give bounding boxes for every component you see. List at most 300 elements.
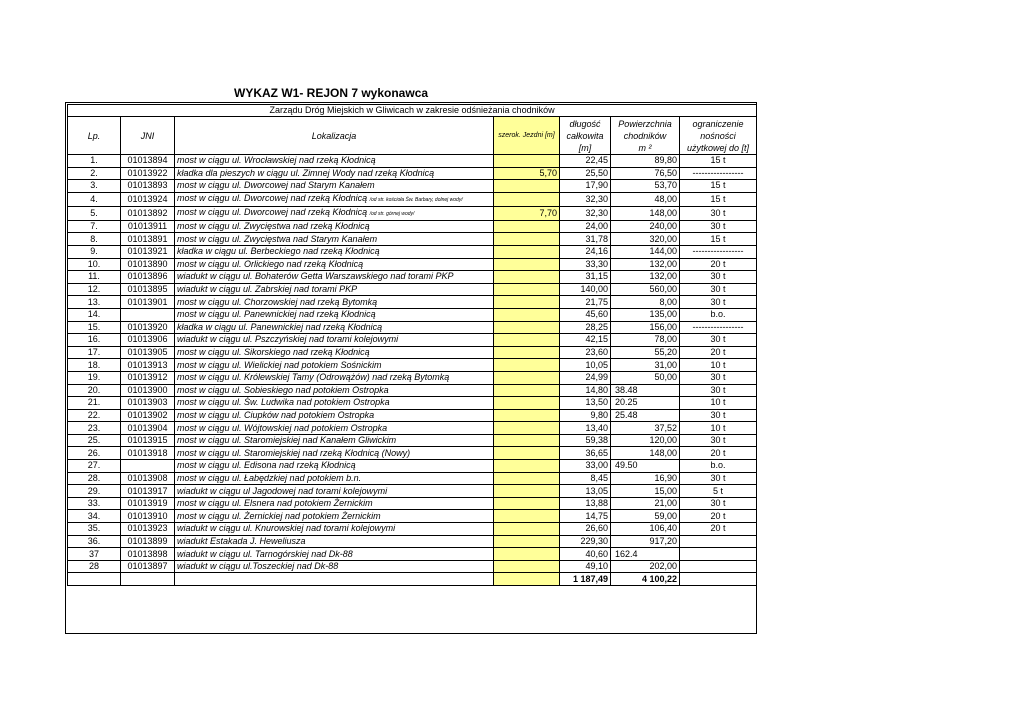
cell-szerokosc (494, 523, 560, 536)
cell-ograniczenie: 20 t (680, 447, 757, 460)
lokalizacja-text: most w ciągu ul. Wrocławskiej nad rzeką Kłodnicą (177, 155, 376, 166)
cell-ograniczenie: b.o. (680, 308, 757, 321)
cell-powierzchnia: 132,00 (611, 271, 680, 284)
cell-dlugosc: 14,75 (560, 510, 611, 523)
table-row (68, 371, 757, 384)
cell-dlugosc: 17,90 (560, 180, 611, 193)
header-szerokosc: szerok. Jezdni [m] (494, 117, 560, 155)
lokalizacja-text: most w ciągu ul. Staromiejskiej nad Kanałem Gliwickim (177, 435, 397, 446)
cell-ograniczenie: 15 t (680, 180, 757, 193)
cell-szerokosc (494, 220, 560, 233)
table-row (68, 346, 757, 359)
lokalizacja-text: wiadukt w ciągu ul. Bohaterów Getta Warszawskiego nad torami PKP (177, 271, 454, 282)
cell-jni: 01013919 (121, 497, 175, 510)
cell-jni: 01013924 (121, 192, 175, 206)
lokalizacja-text: most w ciągu ul. Sikorskiego nad rzeką Kłodnicą (177, 347, 370, 358)
cell-lp: 22. (68, 409, 121, 422)
table-row (68, 523, 757, 536)
cell-lp: 21. (68, 397, 121, 410)
cell-ograniczenie: 10 t (680, 359, 757, 372)
cell-jni: 01013912 (121, 371, 175, 384)
cell-dlugosc: 13,05 (560, 485, 611, 498)
cell-powierzchnia: 37,52 (611, 422, 680, 435)
cell-ograniczenie: 30 t (680, 296, 757, 309)
cell-lokalizacja (175, 155, 494, 168)
cell-ograniczenie: 20 t (680, 346, 757, 359)
cell-szerokosc (494, 409, 560, 422)
cell-jni: 01013899 (121, 535, 175, 548)
lokalizacja-text: most w ciągu ul. Panewnickiej nad rzeką Kłodnicą (177, 309, 376, 320)
cell-jni (121, 308, 175, 321)
cell-ograniczenie: ----------------- (680, 321, 757, 334)
cell-powierzchnia: 148,00 (611, 447, 680, 460)
cell-ograniczenie (680, 560, 757, 573)
cell-jni: 01013894 (121, 155, 175, 168)
cell-lokalizacja (175, 371, 494, 384)
lokalizacja-text: most w ciągu ul. Orlickiego nad rzeką Kłodnicą (177, 258, 364, 269)
cell-dlugosc: 49,10 (560, 560, 611, 573)
cell-jni: 01013900 (121, 384, 175, 397)
cell-szerokosc (494, 371, 560, 384)
cell-szerokosc (494, 510, 560, 523)
cell-jni: 01013923 (121, 523, 175, 536)
table-row (68, 258, 757, 271)
lokalizacja-text: wiadukt Estakada J. Heweliusza (177, 535, 306, 546)
lokalizacja-text: most w ciągu ul. Chorzowskiej nad rzeką Bytomką (177, 296, 378, 307)
cell-dlugosc: 13,50 (560, 397, 611, 410)
cell-lp: 1. (68, 155, 121, 168)
table-row (68, 409, 757, 422)
table-row (68, 321, 757, 334)
cell-lokalizacja (175, 497, 494, 510)
cell-lokalizacja (175, 180, 494, 193)
table-row (68, 422, 757, 435)
lokalizacja-text: most w ciągu ul. Staromiejskiej nad rzeką Kłodnicą (Nowy) (177, 447, 411, 458)
cell-ograniczenie: b.o. (680, 460, 757, 473)
cell-jni: 01013908 (121, 472, 175, 485)
cell-powierzchnia: 132,00 (611, 258, 680, 271)
cell-lp: 4. (68, 192, 121, 206)
cell-szerokosc (494, 560, 560, 573)
cell-lp: 26. (68, 447, 121, 460)
lokalizacja-text: most w ciągu ul. Elsnera nad potokiem Żernickim (177, 498, 373, 509)
cell-jni: 01013898 (121, 548, 175, 561)
cell-lokalizacja (175, 245, 494, 258)
cell-lp: 7. (68, 220, 121, 233)
cell-powierzchnia: 156,00 (611, 321, 680, 334)
cell-empty (680, 573, 757, 586)
total-powierzchnia: 4 100,22 (611, 573, 680, 586)
lokalizacja-text: wiadukt w ciągu ul. Knurowskiej nad torami kolejowymi (177, 523, 396, 534)
cell-powierzchnia: 148,00 (611, 206, 680, 220)
cell-powierzchnia: 48,00 (611, 192, 680, 206)
table-row (68, 447, 757, 460)
lokalizacja-text: wiadukt w ciągu ul. Zabrskiej nad torami PKP (177, 284, 358, 295)
cell-lp: 2. (68, 167, 121, 180)
cell-jni: 01013891 (121, 233, 175, 246)
cell-szerokosc (494, 296, 560, 309)
cell-lokalizacja (175, 206, 494, 220)
cell-dlugosc: 25,50 (560, 167, 611, 180)
cell-dlugosc: 32,30 (560, 206, 611, 220)
cell-szerokosc (494, 334, 560, 347)
cell-powierzchnia: 21,00 (611, 497, 680, 510)
cell-dlugosc: 10,05 (560, 359, 611, 372)
header-powierzchnia-line: Powierzchnia (618, 118, 672, 129)
total-dlugosc: 1 187,49 (560, 573, 611, 586)
cell-jni: 01013910 (121, 510, 175, 523)
cell-szerokosc (494, 308, 560, 321)
lokalizacja-text: most w ciągu ul. Królewskiej Tamy (Odrowążów) nad rzeką Bytomką (177, 372, 450, 383)
table-row (68, 384, 757, 397)
cell-dlugosc: 28,25 (560, 321, 611, 334)
cell-lp: 28 (68, 560, 121, 573)
cell-szerokosc (494, 233, 560, 246)
cell-jni: 01013906 (121, 334, 175, 347)
cell-ograniczenie: 20 t (680, 258, 757, 271)
cell-lokalizacja (175, 346, 494, 359)
cell-lp: 33. (68, 497, 121, 510)
cell-lp: 37 (68, 548, 121, 561)
table-row (68, 560, 757, 573)
cell-powierzchnia: 15,00 (611, 485, 680, 498)
cell-lokalizacja (175, 384, 494, 397)
lokalizacja-text: most w ciągu ul. Dworcowej nad rzeką Kłodnicą (177, 192, 368, 203)
cell-powierzchnia: 120,00 (611, 434, 680, 447)
lokalizacja-text: most w ciągu ul. Edisona nad rzeką Kłodnicą (177, 460, 356, 471)
cell-lokalizacja (175, 167, 494, 180)
cell-jni: 01013920 (121, 321, 175, 334)
cell-lokalizacja (175, 560, 494, 573)
lokalizacja-text: most w ciągu ul. Zwycięstwa nad Starym Kanałem (177, 233, 378, 244)
table-row (68, 510, 757, 523)
cell-dlugosc: 23,60 (560, 346, 611, 359)
cell-powierzchnia: 78,00 (611, 334, 680, 347)
cell-powierzchnia: 59,00 (611, 510, 680, 523)
lokalizacja-text: most w ciągu ul. Dworcowej nad Starym Kanałem (177, 180, 375, 191)
cell-lokalizacja (175, 510, 494, 523)
cell-dlugosc: 31,15 (560, 271, 611, 284)
cell-dlugosc: 33,00 (560, 460, 611, 473)
cell-dlugosc: 26,60 (560, 523, 611, 536)
lokalizacja-note: /od str. kościoła Św. Barbary, dolnej wody/ (369, 196, 463, 203)
header-dlugosc-line: całkowita (566, 130, 604, 141)
cell-empty (68, 573, 121, 586)
cell-lokalizacja (175, 422, 494, 435)
cell-lp: 28. (68, 472, 121, 485)
cell-dlugosc: 9,80 (560, 409, 611, 422)
lokalizacja-text: kładka w ciągu ul. Panewnickiej nad rzeką Kłodnicą (177, 321, 383, 332)
cell-powierzchnia: 50,00 (611, 371, 680, 384)
cell-lp: 13. (68, 296, 121, 309)
cell-szerokosc: 5,70 (494, 167, 560, 180)
table-row (68, 155, 757, 168)
table-row (68, 283, 757, 296)
cell-jni: 01013921 (121, 245, 175, 258)
cell-lokalizacja (175, 472, 494, 485)
cell-szerokosc (494, 258, 560, 271)
cell-szerokosc (494, 359, 560, 372)
cell-powierzchnia: 135,00 (611, 308, 680, 321)
table-row (68, 180, 757, 193)
cell-ograniczenie: 30 t (680, 271, 757, 284)
lokalizacja-text: most w ciągu ul. Wójtowskiej nad potokiem Ostropka (177, 422, 388, 433)
cell-szerokosc (494, 155, 560, 168)
cell-dlugosc: 42,15 (560, 334, 611, 347)
cell-ograniczenie (680, 535, 757, 548)
lokalizacja-text: most w ciągu ul. Ciupków nad potokiem Ostropka (177, 409, 375, 420)
cell-ograniczenie: 30 t (680, 497, 757, 510)
cell-ograniczenie: 15 t (680, 155, 757, 168)
cell-lp: 9. (68, 245, 121, 258)
table-row (68, 535, 757, 548)
cell-jni: 01013892 (121, 206, 175, 220)
table-row (68, 271, 757, 284)
cell-powierzchnia: 16,90 (611, 472, 680, 485)
cell-lp: 12. (68, 283, 121, 296)
cell-lokalizacja (175, 523, 494, 536)
cell-powierzchnia: 55,20 (611, 346, 680, 359)
cell-dlugosc: 24,00 (560, 220, 611, 233)
cell-ograniczenie: 30 t (680, 434, 757, 447)
cell-lp: 23. (68, 422, 121, 435)
cell-jni: 01013896 (121, 271, 175, 284)
lokalizacja-text: most w ciągu ul. Żernickiej nad potokiem Żernickim (177, 510, 381, 521)
table-row (68, 192, 757, 206)
cell-powierzchnia: 20.25 (611, 397, 680, 410)
cell-dlugosc: 22,45 (560, 155, 611, 168)
cell-dlugosc: 45,60 (560, 308, 611, 321)
cell-lokalizacja (175, 548, 494, 561)
cell-szerokosc (494, 434, 560, 447)
cell-powierzchnia: 240,00 (611, 220, 680, 233)
cell-dlugosc: 21,75 (560, 296, 611, 309)
table-row (68, 245, 757, 258)
cell-ograniczenie: 5 t (680, 485, 757, 498)
cell-lokalizacja (175, 271, 494, 284)
cell-lokalizacja (175, 409, 494, 422)
cell-dlugosc: 24,99 (560, 371, 611, 384)
cell-ograniczenie: 30 t (680, 206, 757, 220)
cell-szerokosc (494, 346, 560, 359)
cell-szerokosc (494, 283, 560, 296)
cell-ograniczenie: 20 t (680, 510, 757, 523)
cell-powierzchnia: 38.48 (611, 384, 680, 397)
cell-szerokosc (494, 271, 560, 284)
cell-ograniczenie: 30 t (680, 409, 757, 422)
table-row (68, 548, 757, 561)
cell-lp: 3. (68, 180, 121, 193)
cell-lokalizacja (175, 321, 494, 334)
cell-lokalizacja (175, 283, 494, 296)
cell-szerokosc (494, 245, 560, 258)
table-row (68, 296, 757, 309)
cell-ograniczenie (680, 548, 757, 561)
cell-lokalizacja (175, 296, 494, 309)
cell-empty (175, 573, 494, 586)
cell-jni (121, 460, 175, 473)
cell-powierzchnia: 320,00 (611, 233, 680, 246)
lokalizacja-text: most w ciągu ul. Zwycięstwa nad rzeką Kłodnicą (177, 221, 370, 232)
table-row (68, 359, 757, 372)
header-ograniczenie-line: nośności (700, 130, 736, 141)
cell-dlugosc: 59,38 (560, 434, 611, 447)
cell-lokalizacja (175, 308, 494, 321)
cell-lp: 8. (68, 233, 121, 246)
cell-ograniczenie: 10 t (680, 422, 757, 435)
cell-jni: 01013911 (121, 220, 175, 233)
header-lokalizacja: Lokalizacja (175, 117, 494, 155)
cell-powierzchnia: 25.48 (611, 409, 680, 422)
cell-lokalizacja (175, 434, 494, 447)
header-jni: JNI (121, 117, 175, 155)
cell-jni: 01013901 (121, 296, 175, 309)
cell-szerokosc (494, 485, 560, 498)
cell-szerokosc (494, 397, 560, 410)
cell-dlugosc: 33,30 (560, 258, 611, 271)
cell-lokalizacja (175, 397, 494, 410)
cell-lp: 35. (68, 523, 121, 536)
cell-powierzchnia: 89,80 (611, 155, 680, 168)
cell-szerokosc (494, 321, 560, 334)
cell-dlugosc: 36,65 (560, 447, 611, 460)
cell-empty (494, 573, 560, 586)
cell-lp: 10. (68, 258, 121, 271)
cell-ograniczenie: 30 t (680, 371, 757, 384)
cell-jni: 01013917 (121, 485, 175, 498)
table-row (68, 460, 757, 473)
lokalizacja-text: most w ciągu ul. Dworcowej nad rzeką Kłodnicą (177, 206, 368, 217)
lokalizacja-text: most w ciągu ul. Św. Ludwika nad potokiem Ostropka (177, 397, 390, 408)
cell-powierzchnia: 106,40 (611, 523, 680, 536)
cell-ograniczenie: ----------------- (680, 245, 757, 258)
cell-lp: 5. (68, 206, 121, 220)
cell-jni: 01013902 (121, 409, 175, 422)
cell-dlugosc: 14,80 (560, 384, 611, 397)
document-title: WYKAZ W1- REJON 7 wykonawca (234, 86, 429, 100)
lokalizacja-text: wiadukt w ciągu ul Jagodowej nad torami kolejowymi (177, 485, 388, 496)
header-powierzchnia-line: chodników (623, 130, 667, 141)
cell-lp: 20. (68, 384, 121, 397)
cell-lokalizacja (175, 535, 494, 548)
cell-jni: 01013897 (121, 560, 175, 573)
cell-lokalizacja (175, 233, 494, 246)
cell-szerokosc (494, 460, 560, 473)
header-ograniczenie-line: użytkowej do [t] (687, 142, 750, 153)
header-powierzchnia (611, 117, 680, 155)
header-ograniczenie-line: ograniczenie (692, 118, 744, 129)
table-row (68, 334, 757, 347)
cell-jni: 01013893 (121, 180, 175, 193)
cell-lp: 29. (68, 485, 121, 498)
table-row (68, 485, 757, 498)
cell-empty (121, 573, 175, 586)
cell-dlugosc: 140,00 (560, 283, 611, 296)
cell-dlugosc: 32,30 (560, 192, 611, 206)
cell-ograniczenie: 30 t (680, 283, 757, 296)
lokalizacja-text: wiadukt w ciągu ul. Pszczyńskiej nad torami kolejowymi (177, 334, 399, 345)
cell-lp: 11. (68, 271, 121, 284)
cell-ograniczenie: 10 t (680, 397, 757, 410)
table-row (68, 167, 757, 180)
cell-lokalizacja (175, 220, 494, 233)
cell-jni: 01013905 (121, 346, 175, 359)
table-row (68, 308, 757, 321)
cell-ograniczenie: 30 t (680, 472, 757, 485)
cell-jni: 01013904 (121, 422, 175, 435)
cell-lp: 16. (68, 334, 121, 347)
lokalizacja-text: most w ciągu ul. Łabędzkiej nad potokiem b.n. (177, 472, 362, 483)
cell-jni: 01013922 (121, 167, 175, 180)
cell-ograniczenie: 15 t (680, 192, 757, 206)
cell-szerokosc (494, 192, 560, 206)
cell-szerokosc (494, 535, 560, 548)
cell-powierzchnia: 8,00 (611, 296, 680, 309)
cell-jni: 01013913 (121, 359, 175, 372)
cell-lp: 36. (68, 535, 121, 548)
cell-szerokosc (494, 447, 560, 460)
table-row (68, 497, 757, 510)
table-row (68, 397, 757, 410)
cell-ograniczenie: 30 t (680, 384, 757, 397)
cell-lokalizacja (175, 485, 494, 498)
cell-jni: 01013895 (121, 283, 175, 296)
header-ograniczenie (680, 117, 757, 155)
cell-szerokosc (494, 548, 560, 561)
cell-powierzchnia: 202,00 (611, 560, 680, 573)
cell-szerokosc (494, 497, 560, 510)
cell-szerokosc (494, 180, 560, 193)
lokalizacja-text: most w ciągu ul. Sobieskiego nad potokiem Ostropka (177, 384, 389, 395)
bridges-table (67, 104, 757, 586)
cell-jni: 01013890 (121, 258, 175, 271)
cell-lp: 25. (68, 434, 121, 447)
cell-powierzchnia: 53,70 (611, 180, 680, 193)
cell-ograniczenie: 30 t (680, 334, 757, 347)
cell-powierzchnia: 144,00 (611, 245, 680, 258)
cell-lp: 15. (68, 321, 121, 334)
cell-lp: 27. (68, 460, 121, 473)
cell-ograniczenie: 20 t (680, 523, 757, 536)
cell-dlugosc: 13,88 (560, 497, 611, 510)
cell-lp: 14. (68, 308, 121, 321)
table-row (68, 206, 757, 220)
header-powierzchnia-line: m ² (638, 142, 652, 153)
lokalizacja-text: wiadukt w ciągu ul.Toszeckiej nad Dk-88 (177, 561, 339, 572)
lokalizacja-note: /od str. górnej wody/ (369, 210, 415, 217)
cell-powierzchnia: 560,00 (611, 283, 680, 296)
cell-szerokosc (494, 422, 560, 435)
lokalizacja-text: most w ciągu ul. Wielickiej nad potokiem Sośnickim (177, 359, 382, 370)
table-row (68, 472, 757, 485)
cell-dlugosc: 31,78 (560, 233, 611, 246)
cell-powierzchnia: 162.4 (611, 548, 680, 561)
cell-lp: 17. (68, 346, 121, 359)
table-row (68, 233, 757, 246)
cell-dlugosc: 13,40 (560, 422, 611, 435)
cell-powierzchnia: 31,00 (611, 359, 680, 372)
cell-jni: 01013918 (121, 447, 175, 460)
cell-dlugosc: 229,30 (560, 535, 611, 548)
cell-lokalizacja (175, 334, 494, 347)
cell-dlugosc: 40,60 (560, 548, 611, 561)
cell-lp: 18. (68, 359, 121, 372)
header-lp: Lp. (68, 117, 121, 155)
table-row (68, 434, 757, 447)
table-row (68, 220, 757, 233)
cell-szerokosc: 7,70 (494, 206, 560, 220)
cell-powierzchnia: 76,50 (611, 167, 680, 180)
